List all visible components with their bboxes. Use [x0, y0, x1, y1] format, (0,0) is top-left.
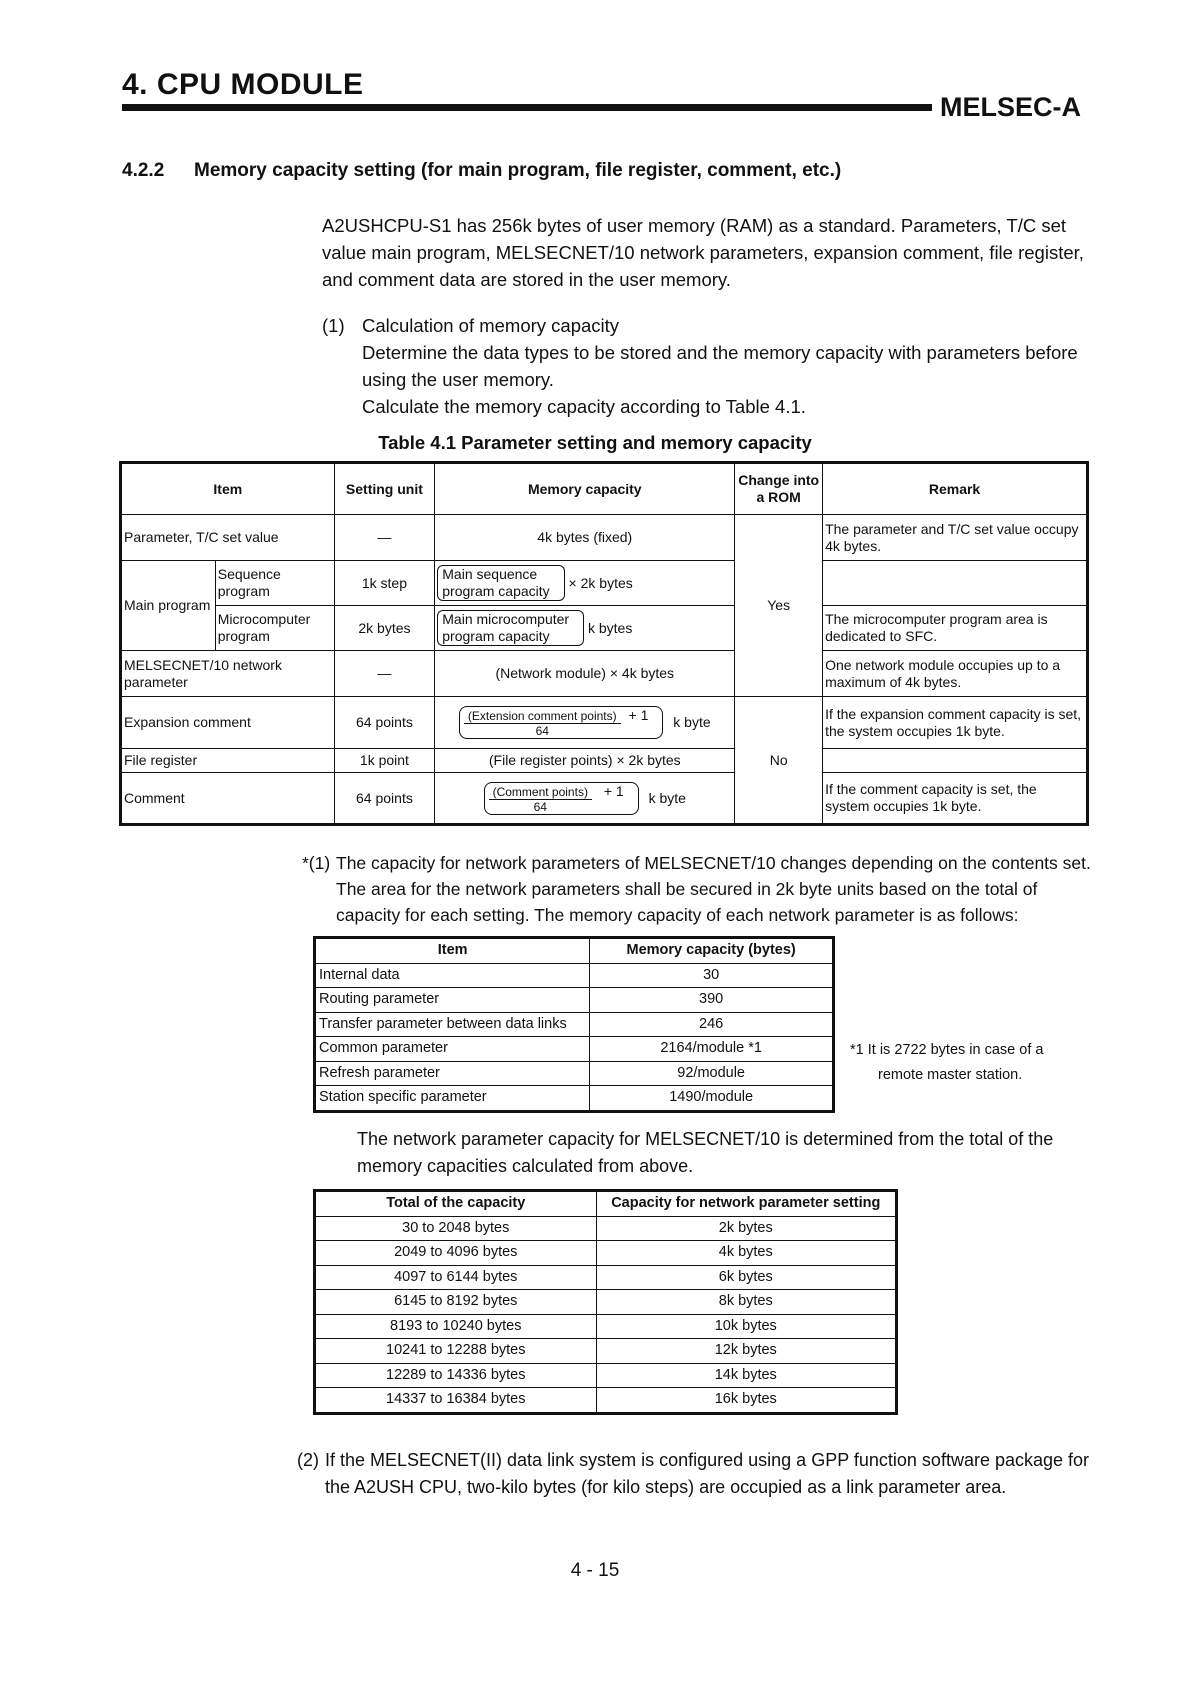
expansion-plus: + 1: [628, 707, 649, 723]
table-row: [315, 1314, 897, 1339]
t3-total: 12289 to 14336 bytes: [315, 1363, 597, 1388]
seq-capacity-bracket: [437, 565, 551, 601]
cell-expansion-remark: If the expansion comment capacity is set, the system occupies 1k byte.: [823, 697, 1088, 749]
t2-item: Station specific parameter: [315, 1086, 590, 1112]
th-setting-unit: Setting unit: [334, 463, 435, 515]
table-row: [315, 1363, 897, 1388]
t2-item: Refresh parameter: [315, 1061, 590, 1086]
cell-seq-remark: [823, 561, 1088, 606]
seq-cap-line2: program capacity: [442, 583, 550, 599]
table-row: [315, 1037, 834, 1062]
t3-capacity: 10k bytes: [596, 1314, 896, 1339]
cell-file-capacity: (File register points) × 2k bytes: [435, 749, 735, 773]
cell-comment-capacity: [435, 773, 735, 825]
cell-micro-item: Microcomputer program: [215, 606, 334, 651]
expansion-fraction: [464, 709, 621, 738]
t2-value: 246: [590, 1012, 834, 1037]
t2-value: 30: [590, 963, 834, 988]
cell-expansion-capacity: [435, 697, 735, 749]
th-item: Item: [121, 463, 335, 515]
t3-total: 4097 to 6144 bytes: [315, 1265, 597, 1290]
t2-value: 390: [590, 988, 834, 1013]
item-1-line2: Calculate the memory capacity according to Table 4.1.: [362, 396, 806, 417]
header-rule: [122, 104, 932, 111]
micro-cap-line2: program capacity: [442, 628, 550, 644]
th-remark: Remark: [823, 463, 1088, 515]
cell-param-capacity: 4k bytes (fixed): [435, 515, 735, 561]
t2-item: Internal data: [315, 963, 590, 988]
side-note: [850, 1038, 1090, 1088]
micro-cap-mult: k bytes: [587, 619, 633, 636]
th-memory-capacity: Memory capacity: [435, 463, 735, 515]
table-row: [315, 1388, 897, 1414]
capacity-paragraph: The network parameter capacity for MELSECNET/10 is determined from the total of the memory capacities calculated from above.: [357, 1129, 1054, 1176]
section-title: Memory capacity setting (for main program, file register, comment, etc.): [194, 160, 842, 181]
t3-total: 10241 to 12288 bytes: [315, 1339, 597, 1364]
table-row: [315, 963, 834, 988]
t2-item: Common parameter: [315, 1037, 590, 1062]
capacity-range-table: [313, 1189, 898, 1415]
side-note-line1: *1 It is 2722 bytes in case of a: [850, 1042, 1044, 1058]
seq-cap-mult: × 2k bytes: [568, 574, 633, 591]
item-2-number: (2): [297, 1450, 319, 1470]
brand-label: MELSEC-A: [940, 92, 1081, 122]
t3-capacity: 6k bytes: [596, 1265, 896, 1290]
cell-rom-yes: Yes: [735, 515, 823, 697]
expansion-numerator: (Extension comment points): [464, 709, 621, 724]
cell-comment-remark: If the comment capacity is set, the system occupies 1k byte.: [823, 773, 1088, 825]
expansion-unit-label: k byte: [673, 714, 711, 730]
t2-header: Item: [315, 938, 590, 964]
t2-value: 1490/module: [590, 1086, 834, 1112]
t3-total: 2049 to 4096 bytes: [315, 1241, 597, 1266]
item-2-text: If the MELSECNET(II) data link system is configured using a GPP function software package for the A2USH CPU, two-kilo bytes (for kilo steps) are occupied as a link parameter area.: [325, 1450, 1090, 1497]
t3-total: 8193 to 10240 bytes: [315, 1314, 597, 1339]
table-row: [315, 1216, 897, 1241]
cell-melsec-item: MELSECNET/10 network parameter: [121, 651, 335, 697]
comment-numerator: (Comment points): [489, 785, 592, 800]
th-change-rom: Change into a ROM: [735, 463, 823, 515]
table-row: [315, 988, 834, 1013]
item-1-number: (1): [322, 315, 345, 336]
t2-item: Routing parameter: [315, 988, 590, 1013]
cell-micro-remark: The microcomputer program area is dedicated to SFC.: [823, 606, 1088, 651]
cell-rom-no: No: [735, 697, 823, 825]
t3-header: Capacity for network parameter setting: [596, 1191, 896, 1217]
intro-paragraph: A2USHCPU-S1 has 256k bytes of user memory (RAM) as a standard. Parameters, T/C set value main program, MELSECNET/10 network parameters, expansion comment, file register, and comment data are stored in the user memory.: [322, 215, 1084, 290]
comment-denominator: 64: [533, 799, 547, 814]
cell-seq-capacity: [435, 561, 735, 606]
cell-melsec-unit: —: [334, 651, 435, 697]
t2-item: Transfer parameter between data links: [315, 1012, 590, 1037]
t3-total: 30 to 2048 bytes: [315, 1216, 597, 1241]
expansion-denominator: 64: [535, 724, 549, 738]
note-1-marker: *(1): [302, 853, 331, 873]
t3-total: 14337 to 16384 bytes: [315, 1388, 597, 1414]
table-row: [315, 1241, 897, 1266]
cell-param-item: Parameter, T/C set value: [121, 515, 335, 561]
note-1-text: The capacity for network parameters of MELSECNET/10 changes depending on the contents set. The area for the network parameters shall be secured in 2k byte units based on the total of capacity for each setting. The memory capacity of each network parameter is as follows:: [336, 853, 1091, 925]
table-row: [315, 1265, 897, 1290]
cell-expansion-item: Expansion comment: [121, 697, 335, 749]
t3-header: Total of the capacity: [315, 1191, 597, 1217]
comment-unit-label: k byte: [648, 789, 686, 806]
cell-micro-capacity: [435, 606, 735, 651]
t2-value: 2164/module *1: [590, 1037, 834, 1062]
table-caption: Table 4.1 Parameter setting and memory capacity: [378, 432, 812, 453]
table-row: [315, 1012, 834, 1037]
micro-capacity-bracket: [437, 610, 571, 646]
t3-capacity: 16k bytes: [596, 1388, 896, 1414]
table-row: [315, 1290, 897, 1315]
cell-param-unit: —: [334, 515, 435, 561]
section-heading: [122, 160, 841, 182]
micro-cap-line1: Main microcomputer: [442, 611, 570, 627]
seq-cap-line1: Main sequence: [442, 566, 538, 582]
cell-file-item: File register: [121, 749, 335, 773]
cell-main-program: Main program: [121, 561, 216, 651]
cell-comment-unit: 64 points: [334, 773, 435, 825]
cell-comment-item: Comment: [121, 773, 335, 825]
item-1-line1: Determine the data types to be stored and the memory capacity with parameters before using the user memory.: [362, 342, 1078, 390]
comment-plus: + 1: [603, 782, 624, 799]
cell-melsec-remark: One network module occupies up to a maximum of 4k bytes.: [823, 651, 1088, 697]
cell-seq-unit: 1k step: [334, 561, 435, 606]
table-row: [315, 1339, 897, 1364]
parameter-table: [119, 461, 1089, 826]
item-1-heading: Calculation of memory capacity: [362, 315, 620, 336]
t3-total: 6145 to 8192 bytes: [315, 1290, 597, 1315]
chapter-title: 4. CPU MODULE: [122, 68, 364, 101]
cell-seq-item: Sequence program: [215, 561, 334, 606]
table-row: [315, 1086, 834, 1112]
t2-value: 92/module: [590, 1061, 834, 1086]
page-number: 4 - 15: [570, 1560, 620, 1581]
cell-param-remark: The parameter and T/C set value occupy 4k bytes.: [823, 515, 1088, 561]
t3-capacity: 4k bytes: [596, 1241, 896, 1266]
cell-file-remark: [823, 749, 1088, 773]
table-row: [315, 1061, 834, 1086]
side-note-line2: remote master station.: [878, 1067, 1023, 1083]
t3-capacity: 14k bytes: [596, 1363, 896, 1388]
cell-melsec-capacity: (Network module) × 4k bytes: [435, 651, 735, 697]
t3-capacity: 12k bytes: [596, 1339, 896, 1364]
t2-header: Memory capacity (bytes): [590, 938, 834, 964]
cell-micro-unit: 2k bytes: [334, 606, 435, 651]
section-number: 4.2.2: [122, 160, 165, 181]
network-parameter-table: [313, 936, 835, 1113]
t3-capacity: 2k bytes: [596, 1216, 896, 1241]
cell-expansion-unit: 64 points: [334, 697, 435, 749]
comment-fraction: [489, 785, 592, 814]
t3-capacity: 8k bytes: [596, 1290, 896, 1315]
cell-file-unit: 1k point: [334, 749, 435, 773]
